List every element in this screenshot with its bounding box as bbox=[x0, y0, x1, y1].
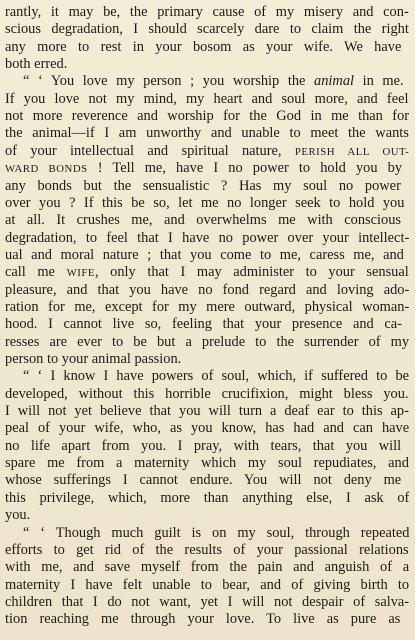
text-line bbox=[5, 559, 409, 576]
text-segment: “ ‘ I know I have powers of soul, which, if suffered to be bbox=[23, 368, 410, 385]
text-segment: ration for me, except for my mere outward, physical woman- bbox=[5, 298, 410, 315]
text-segment: developed, without this horrible crucifixion, might bless you. bbox=[5, 385, 409, 402]
text-segment: any bonds but the sensualistic ? Has my soul no power bbox=[5, 177, 401, 194]
text-line bbox=[5, 542, 409, 559]
text-line bbox=[23, 525, 409, 542]
text-line bbox=[5, 594, 409, 611]
text-line bbox=[5, 472, 401, 489]
text-segment: peal of your wife, who, as you know, has had and can have bbox=[5, 420, 410, 437]
text-line bbox=[5, 282, 409, 299]
text-line bbox=[5, 178, 401, 195]
text-line bbox=[5, 438, 401, 455]
text-segment: no life apart from you. I pray, with tears, that you will bbox=[5, 437, 402, 454]
text-line bbox=[5, 316, 402, 333]
text-segment: scious degradation, I should scarcely dare to claim the right bbox=[5, 21, 409, 38]
text-line bbox=[5, 143, 409, 161]
text-segment: person to your animal passion. bbox=[5, 351, 182, 367]
text-segment: efforts to get rid of the results of your passional relations bbox=[5, 541, 409, 558]
text-line bbox=[23, 73, 404, 90]
text-segment: the animal—if I am unworthy and unable to meet the wants bbox=[5, 125, 409, 142]
text-line bbox=[23, 368, 409, 385]
text-line bbox=[5, 507, 30, 524]
text-segment: both erred. bbox=[5, 56, 68, 73]
text-line bbox=[5, 160, 402, 178]
text-line bbox=[5, 611, 400, 628]
text-segment: , only that I may administer to your sensual bbox=[94, 264, 409, 281]
text-segment: I will not yet believe that you will turn a deaf ear to this ap- bbox=[5, 403, 409, 420]
text-segment: maternity I have felt unable to bear, and of giving birth to bbox=[5, 576, 410, 593]
text-segment: call me bbox=[5, 264, 67, 281]
text-segment: pleasure, and that you have no fond regard and loving ado- bbox=[5, 281, 410, 298]
text-segment: over you ? If this be so, let me no longer seek to hold you bbox=[5, 194, 405, 211]
text-segment: WIFE bbox=[66, 267, 95, 280]
text-segment: any more to rest in your bosom as your wife. We have bbox=[5, 38, 402, 55]
text-segment: whose sufferings I cannot endure. You will not deny me bbox=[5, 472, 402, 489]
text-line bbox=[5, 125, 409, 142]
text-line bbox=[5, 351, 181, 368]
text-segment: with me, and save myself from the pain and anguish of a bbox=[5, 559, 410, 576]
text-line bbox=[5, 230, 409, 247]
text-line bbox=[5, 56, 67, 73]
text-segment: children that I do not want, yet I will not despair of salva- bbox=[5, 593, 410, 610]
text-line bbox=[5, 195, 404, 212]
text-line bbox=[5, 455, 409, 472]
text-line bbox=[5, 577, 409, 594]
text-segment: not more reverence and worship for the God in me than for bbox=[5, 108, 410, 125]
text-segment: tion reaching me through your love. To live as pure as bbox=[5, 611, 401, 628]
text-segment: ! Tell me, have I no power to hold you by bbox=[87, 160, 403, 177]
text-segment: in me. bbox=[354, 73, 404, 90]
text-segment: hood. I cannot live so, feeling that your presence and ca- bbox=[5, 316, 402, 333]
text-line bbox=[5, 420, 409, 437]
text-line bbox=[5, 4, 409, 21]
text-segment: spare me from a maternity which my soul repudiates, and bbox=[5, 455, 409, 472]
text-line bbox=[5, 21, 409, 38]
text-line bbox=[5, 91, 409, 108]
text-line bbox=[5, 212, 401, 229]
text-segment: PERISH ALL OUT- bbox=[294, 145, 410, 158]
text-segment: degradation, to feel that I have no power over your intellect- bbox=[5, 229, 410, 246]
text-segment: “ ‘ Though much guilt is on my soul, through repeated bbox=[23, 524, 410, 541]
text-line bbox=[5, 403, 409, 420]
text-segment: you. bbox=[5, 507, 31, 524]
text-segment: If you love not my mind, my heart and soul more, and feel bbox=[5, 90, 409, 107]
text-segment: this privilege, which, more than anything else, I ask of bbox=[5, 489, 410, 506]
text-line bbox=[5, 264, 409, 282]
text-line bbox=[5, 490, 409, 507]
text-segment: rantly, it may be, the primary cause of my misery and con- bbox=[5, 4, 409, 20]
text-line bbox=[5, 39, 401, 56]
text-line bbox=[5, 334, 409, 351]
text-line bbox=[5, 386, 409, 403]
text-line bbox=[5, 299, 409, 316]
text-segment: at all. It crushes me, and overwhelms me with conscious bbox=[5, 212, 402, 229]
text-segment: of your intellectual and spiritual nature, bbox=[5, 142, 295, 159]
text-segment: “ ‘ You love my person ; you worship the bbox=[23, 73, 315, 90]
text-segment: WARD BONDS bbox=[5, 163, 88, 176]
text-line bbox=[5, 108, 409, 125]
text-segment: resses are ever to be but a prelude to the surrender of my bbox=[5, 333, 410, 350]
text-line bbox=[5, 247, 404, 264]
text-segment: ual and moral nature ; that you come to me, caress me, and bbox=[5, 246, 404, 263]
text-segment: animal bbox=[314, 73, 355, 90]
